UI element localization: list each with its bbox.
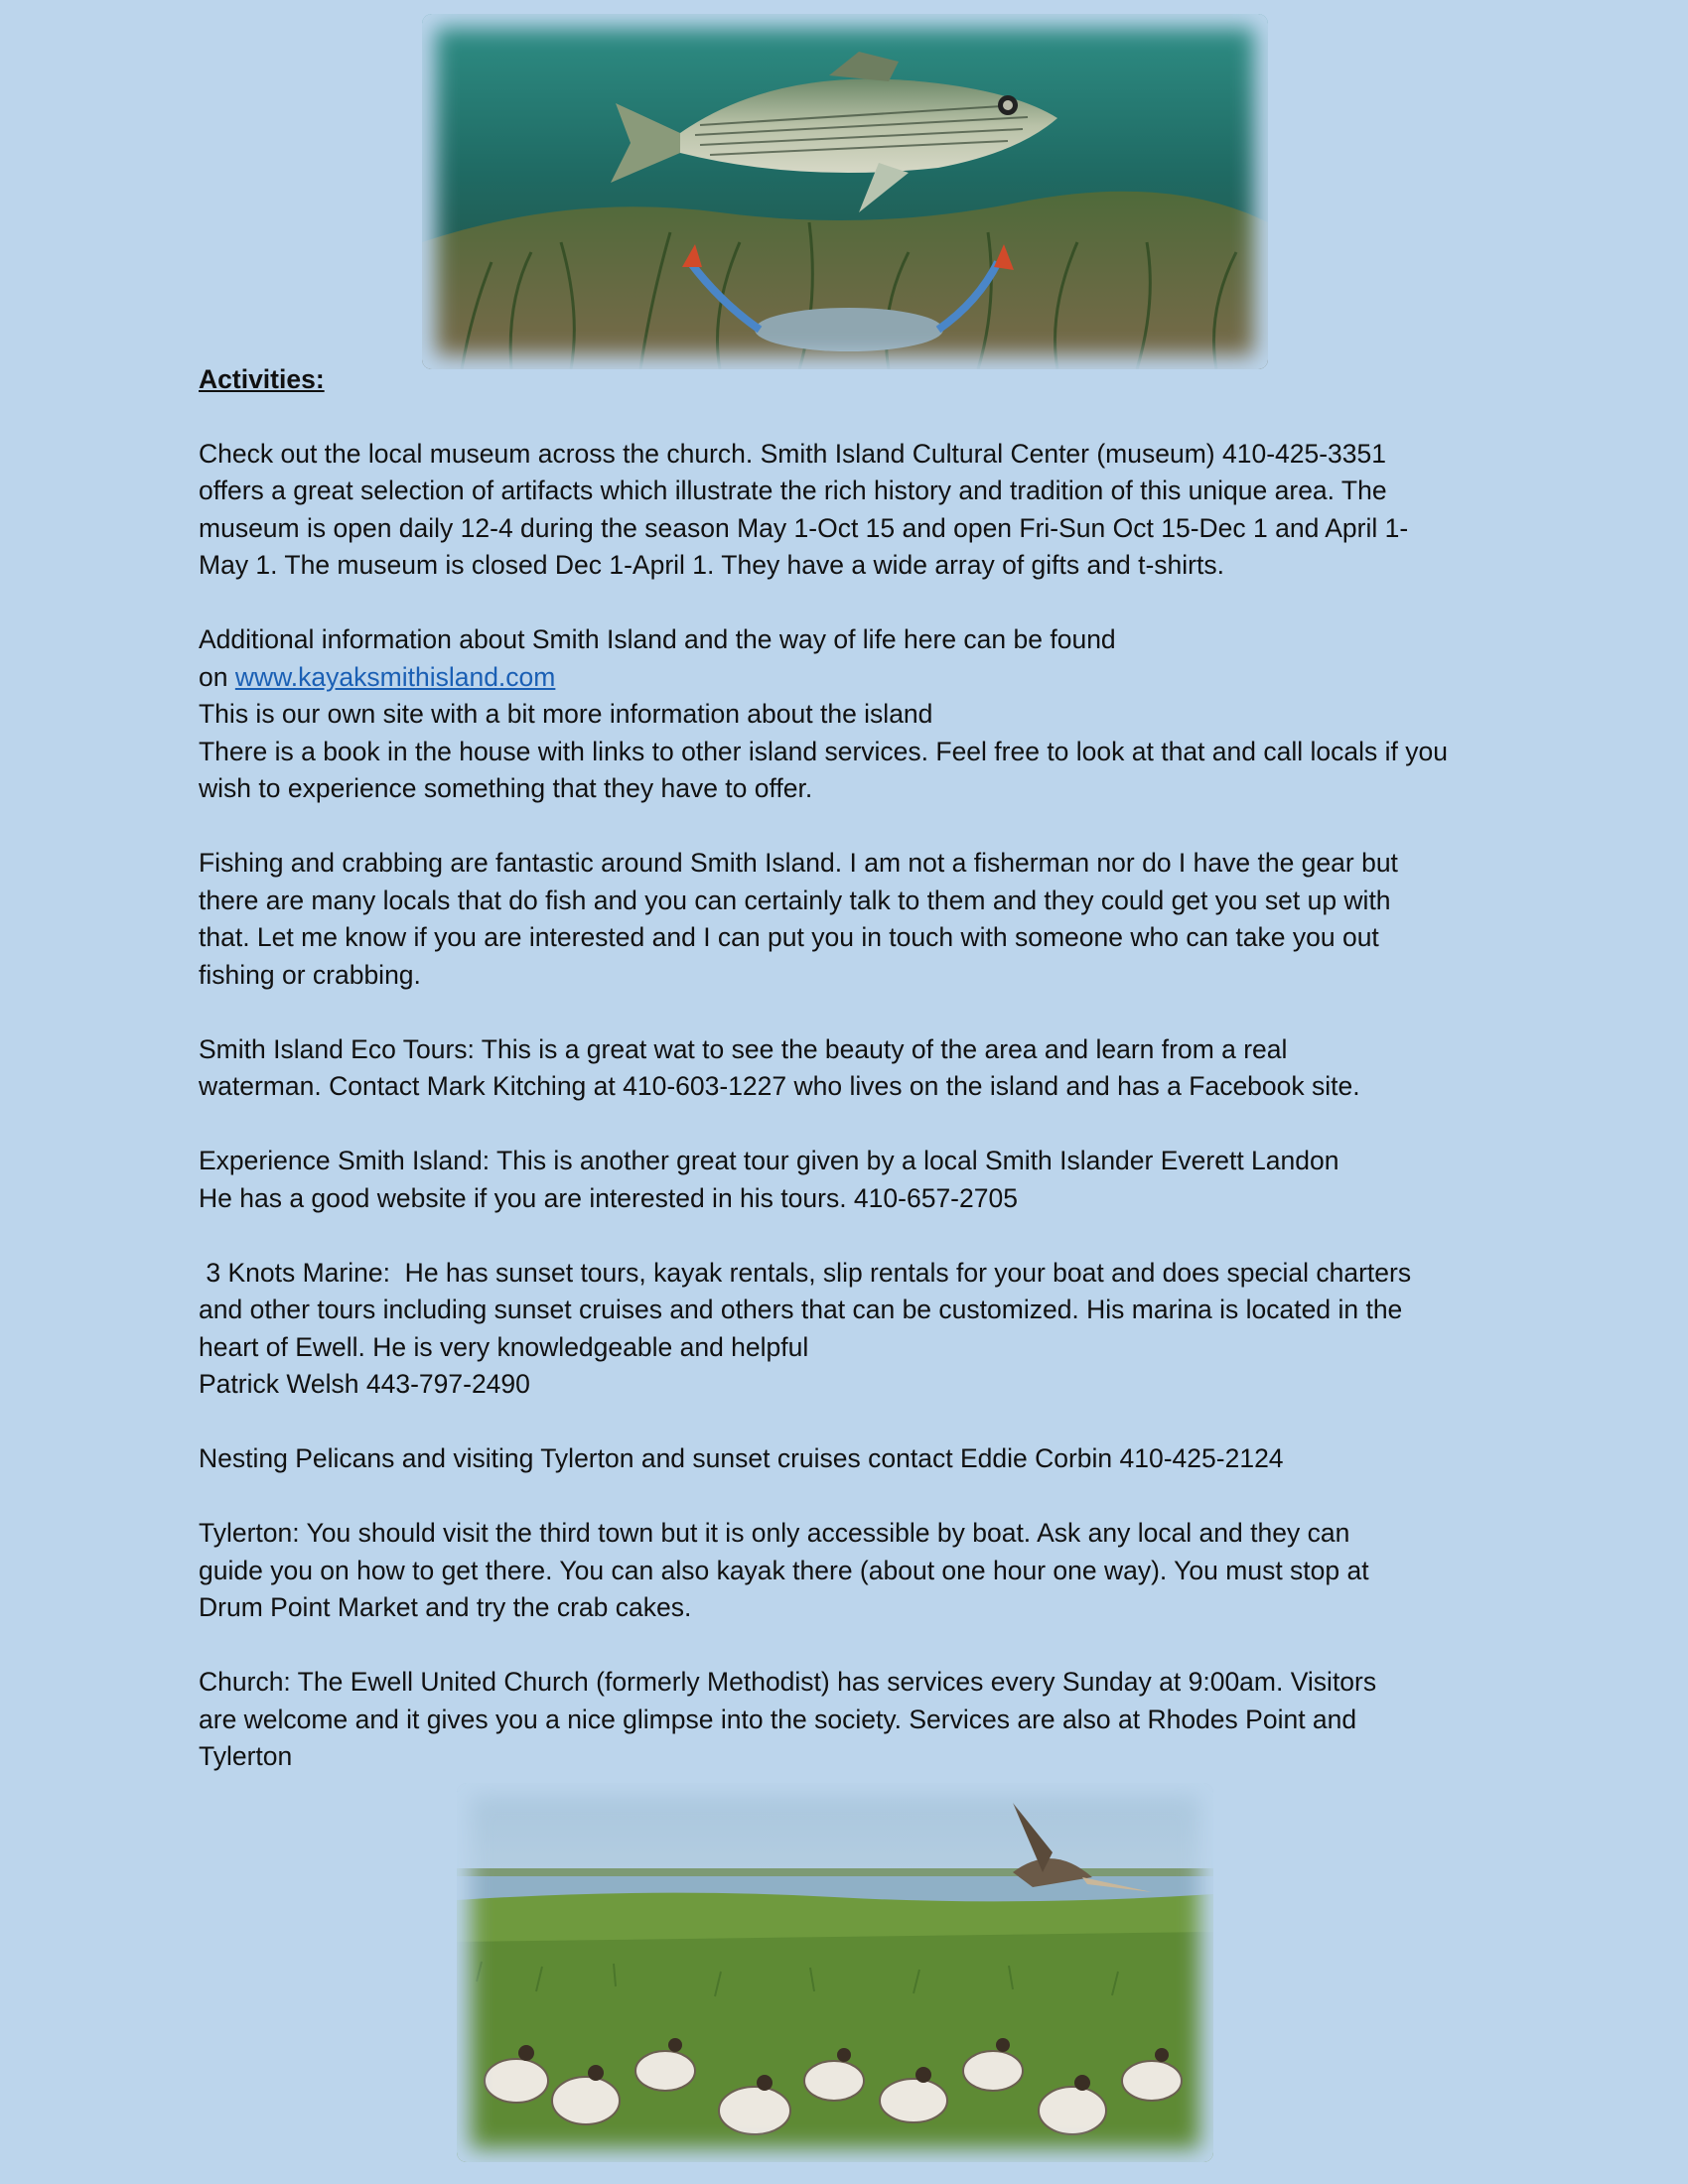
paragraph-line: This is our own site with a bit more information about the island [199,699,933,729]
church-paragraph [199,1664,1529,1776]
tylerton-paragraph [199,1515,1529,1627]
paragraph-line: Check out the local museum across the church. Smith Island Cultural Center (museum) 410-425-3351 [199,438,1387,469]
paragraph-line [199,659,1529,697]
paragraph-line: and other tours including sunset cruises and others that can be customized. His marina is located in the [199,1295,1403,1324]
paragraph-line: waterman. Contact Mark Kitching at 410-603-1227 who lives on the island and has a Facebook site. [199,1071,1360,1101]
paragraph-line: Smith Island Eco Tours: This is a great wat to see the beauty of the area and learn from a real [199,1033,1288,1064]
paragraph-line: wish to experience something that they have to offer. [199,773,813,803]
paragraph-line: Tylerton: You should visit the third town but it is only accessible by boat. Ask any local and they can [199,1518,1350,1548]
pelicans-photo [457,1783,1213,2162]
nesting-pelicans-photo-icon [457,1783,1213,2162]
pelicans-paragraph [199,1440,1529,1478]
paragraph-line: guide you on how to get there. You can also kayak there (about one hour one way). You must stop at [199,1555,1369,1585]
striped-bass-photo-icon [422,14,1268,369]
eco-tours-paragraph [199,1031,1529,1106]
paragraph-line: Church: The Ewell United Church (formerly Methodist) has services every Sunday at 9:00am. Visitors [199,1667,1377,1697]
paragraph-line: Additional information about Smith Island and the way of life here can be found [199,624,1116,654]
paragraph-line: museum is open daily 12-4 during the season May 1-Oct 15 and open Fri-Sun Oct 15-Dec 1 and April 1- [199,512,1409,543]
paragraph-line: Tylerton [199,1741,293,1771]
paragraph-line: 3 Knots Marine: He has sunset tours, kayak rentals, slip rentals for your boat and does special charters [199,1257,1412,1288]
paragraph-line: heart of Ewell. He is very knowledgeable and helpful [199,1331,809,1362]
paragraph-line: May 1. The museum is closed Dec 1-April 1. They have a wide array of gifts and t-shirts. [199,550,1224,580]
activities-section [199,361,1529,1813]
knots-marine-paragraph [199,1255,1529,1404]
paragraph-line: Nesting Pelicans and visiting Tylerton and sunset cruises contact Eddie Corbin 410-425-2124 [199,1443,1284,1473]
kayak-smith-island-link[interactable]: www.kayaksmithisland.com [234,661,556,692]
paragraph-line: offers a great selection of artifacts which illustrate the rich history and tradition of this unique area. The [199,476,1387,505]
paragraph-line: He has a good website if you are interested in his tours. 410-657-2705 [199,1182,1018,1213]
fish-crab-photo [422,14,1268,369]
activities-heading: Activities: [199,364,325,394]
paragraph-line: Drum Point Market and try the crab cakes. [199,1592,692,1622]
paragraph-line: Experience Smith Island: This is another great tour given by a local Smith Islander Everett Landon [199,1146,1339,1175]
paragraph-line: fishing or crabbing. [199,959,421,990]
museum-paragraph [199,436,1529,585]
paragraph-line: that. Let me know if you are interested and I can put you in touch with someone who can take you out [199,922,1379,952]
additional-info-paragraph [199,621,1529,808]
paragraph-line: there are many locals that do fish and you can certainly talk to them and they could get you set up with [199,885,1391,915]
link-prefix: on [199,661,235,692]
paragraph-line: are welcome and it gives you a nice glimpse into the society. Services are also at Rhodes Point and [199,1704,1357,1734]
fishing-paragraph [199,845,1529,994]
experience-paragraph [199,1143,1529,1217]
paragraph-line: Fishing and crabbing are fantastic around Smith Island. I am not a fisherman nor do I have the gear but [199,848,1398,878]
paragraph-line: Patrick Welsh 443-797-2490 [199,1369,530,1399]
paragraph-line: There is a book in the house with links to other island services. Feel free to look at that and call locals if you [199,736,1448,766]
